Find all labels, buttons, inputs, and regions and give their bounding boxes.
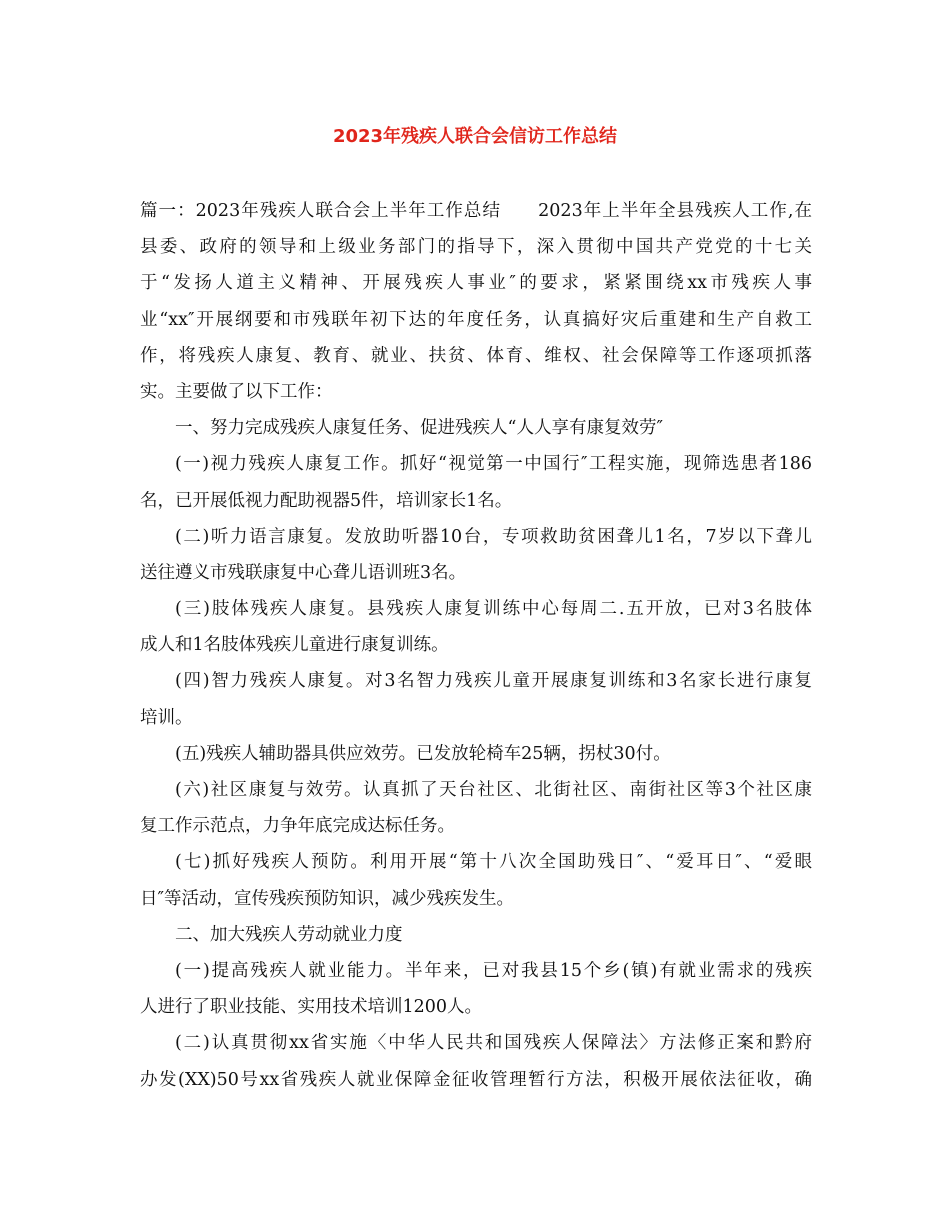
paragraph-line: (一)提高残疾人就业能力。半年来，已对我县15个乡(镇)有就业需求的残疾 [175, 960, 812, 981]
paragraph-line: 于“发扬人道主义精神、开展残疾人事业″的要求，紧紧围绕xx市残疾人事 [140, 273, 812, 294]
paragraph-line: (二)认真贯彻xx省实施〈中华人民共和国残疾人保障法〉方法修正案和黔府 [175, 1033, 812, 1054]
paragraph-line: 日″等活动，宣传残疾预防知识，减少残疾发生。 [140, 888, 515, 909]
section-heading: 二、加大残疾人劳动就业力度 [175, 924, 403, 945]
paragraph-line: (六)社区康复与效劳。认真抓了天台社区、北街社区、南街社区等3个社区康 [175, 780, 812, 800]
paragraph-line: (四)智力残疾人康复。对3名智力残疾儿童开展康复训练和3名家长进行康复 [175, 671, 812, 692]
section-heading: 一、努力完成残疾人康复任务、促进残疾人“人人享有康复效劳″ [175, 418, 663, 439]
paragraph-line: 作，将残疾人康复、教育、就业、扶贫、体育、维权、社会保障等工作逐项抓落 [140, 345, 812, 366]
paragraph-line: 办发(XX)50号xx省残疾人就业保障金征收管理暂行方法，积极开展依法征收，确 [140, 1069, 812, 1090]
document-title: 2023年残疾人联合会信访工作总结 [332, 126, 618, 147]
paragraph-line: 名，已开展低视力配助视器5件，培训家长1名。 [140, 490, 513, 511]
paragraph-line: 人进行了职业技能、实用技术培训1200人。 [140, 997, 483, 1018]
paragraph-line: (三)肢体残疾人康复。县残疾人康复训练中心每周二.五开放，已对3名肢体 [175, 599, 812, 620]
paragraph-line: 送往遵义市残联康复中心聋儿语训班3名。 [140, 562, 467, 583]
document-body [140, 193, 812, 1098]
paragraph-line: 实。主要做了以下工作： [140, 381, 333, 402]
paragraph-line: (五)残疾人辅助器具供应效劳。已发放轮椅车25辆，拐杖30付。 [175, 743, 671, 764]
paragraph-line: (一)视力残疾人康复工作。抓好“视觉第一中国行″工程实施，现筛选患者186 [175, 454, 812, 475]
paragraph-line: (七)抓好残疾人预防。利用开展“第十八次全国助残日″、“爱耳日″、“爱眼 [175, 852, 812, 873]
paragraph-line: 县委、政府的领导和上级业务部门的指导下，深入贯彻中国共产党党的十七关 [140, 237, 812, 258]
paragraph-line: 复工作示范点，力争年底完成达标任务。 [140, 816, 455, 837]
paragraph-line: 篇一：2023年残疾人联合会上半年工作总结 2023年上半年全县残疾人工作,在 [140, 201, 812, 221]
paragraph-line: (二)听力语言康复。发放助听器10台，专项救助贫困聋儿1名，7岁以下聋儿 [175, 526, 812, 547]
paragraph-line: 培训。 [140, 707, 193, 728]
paragraph-line: 业“xx″开展纲要和市残联年初下达的年度任务，认真搞好灾后重建和生产自救工 [140, 309, 812, 330]
paragraph-line: 成人和1名肢体残疾儿童进行康复训练。 [140, 635, 449, 656]
